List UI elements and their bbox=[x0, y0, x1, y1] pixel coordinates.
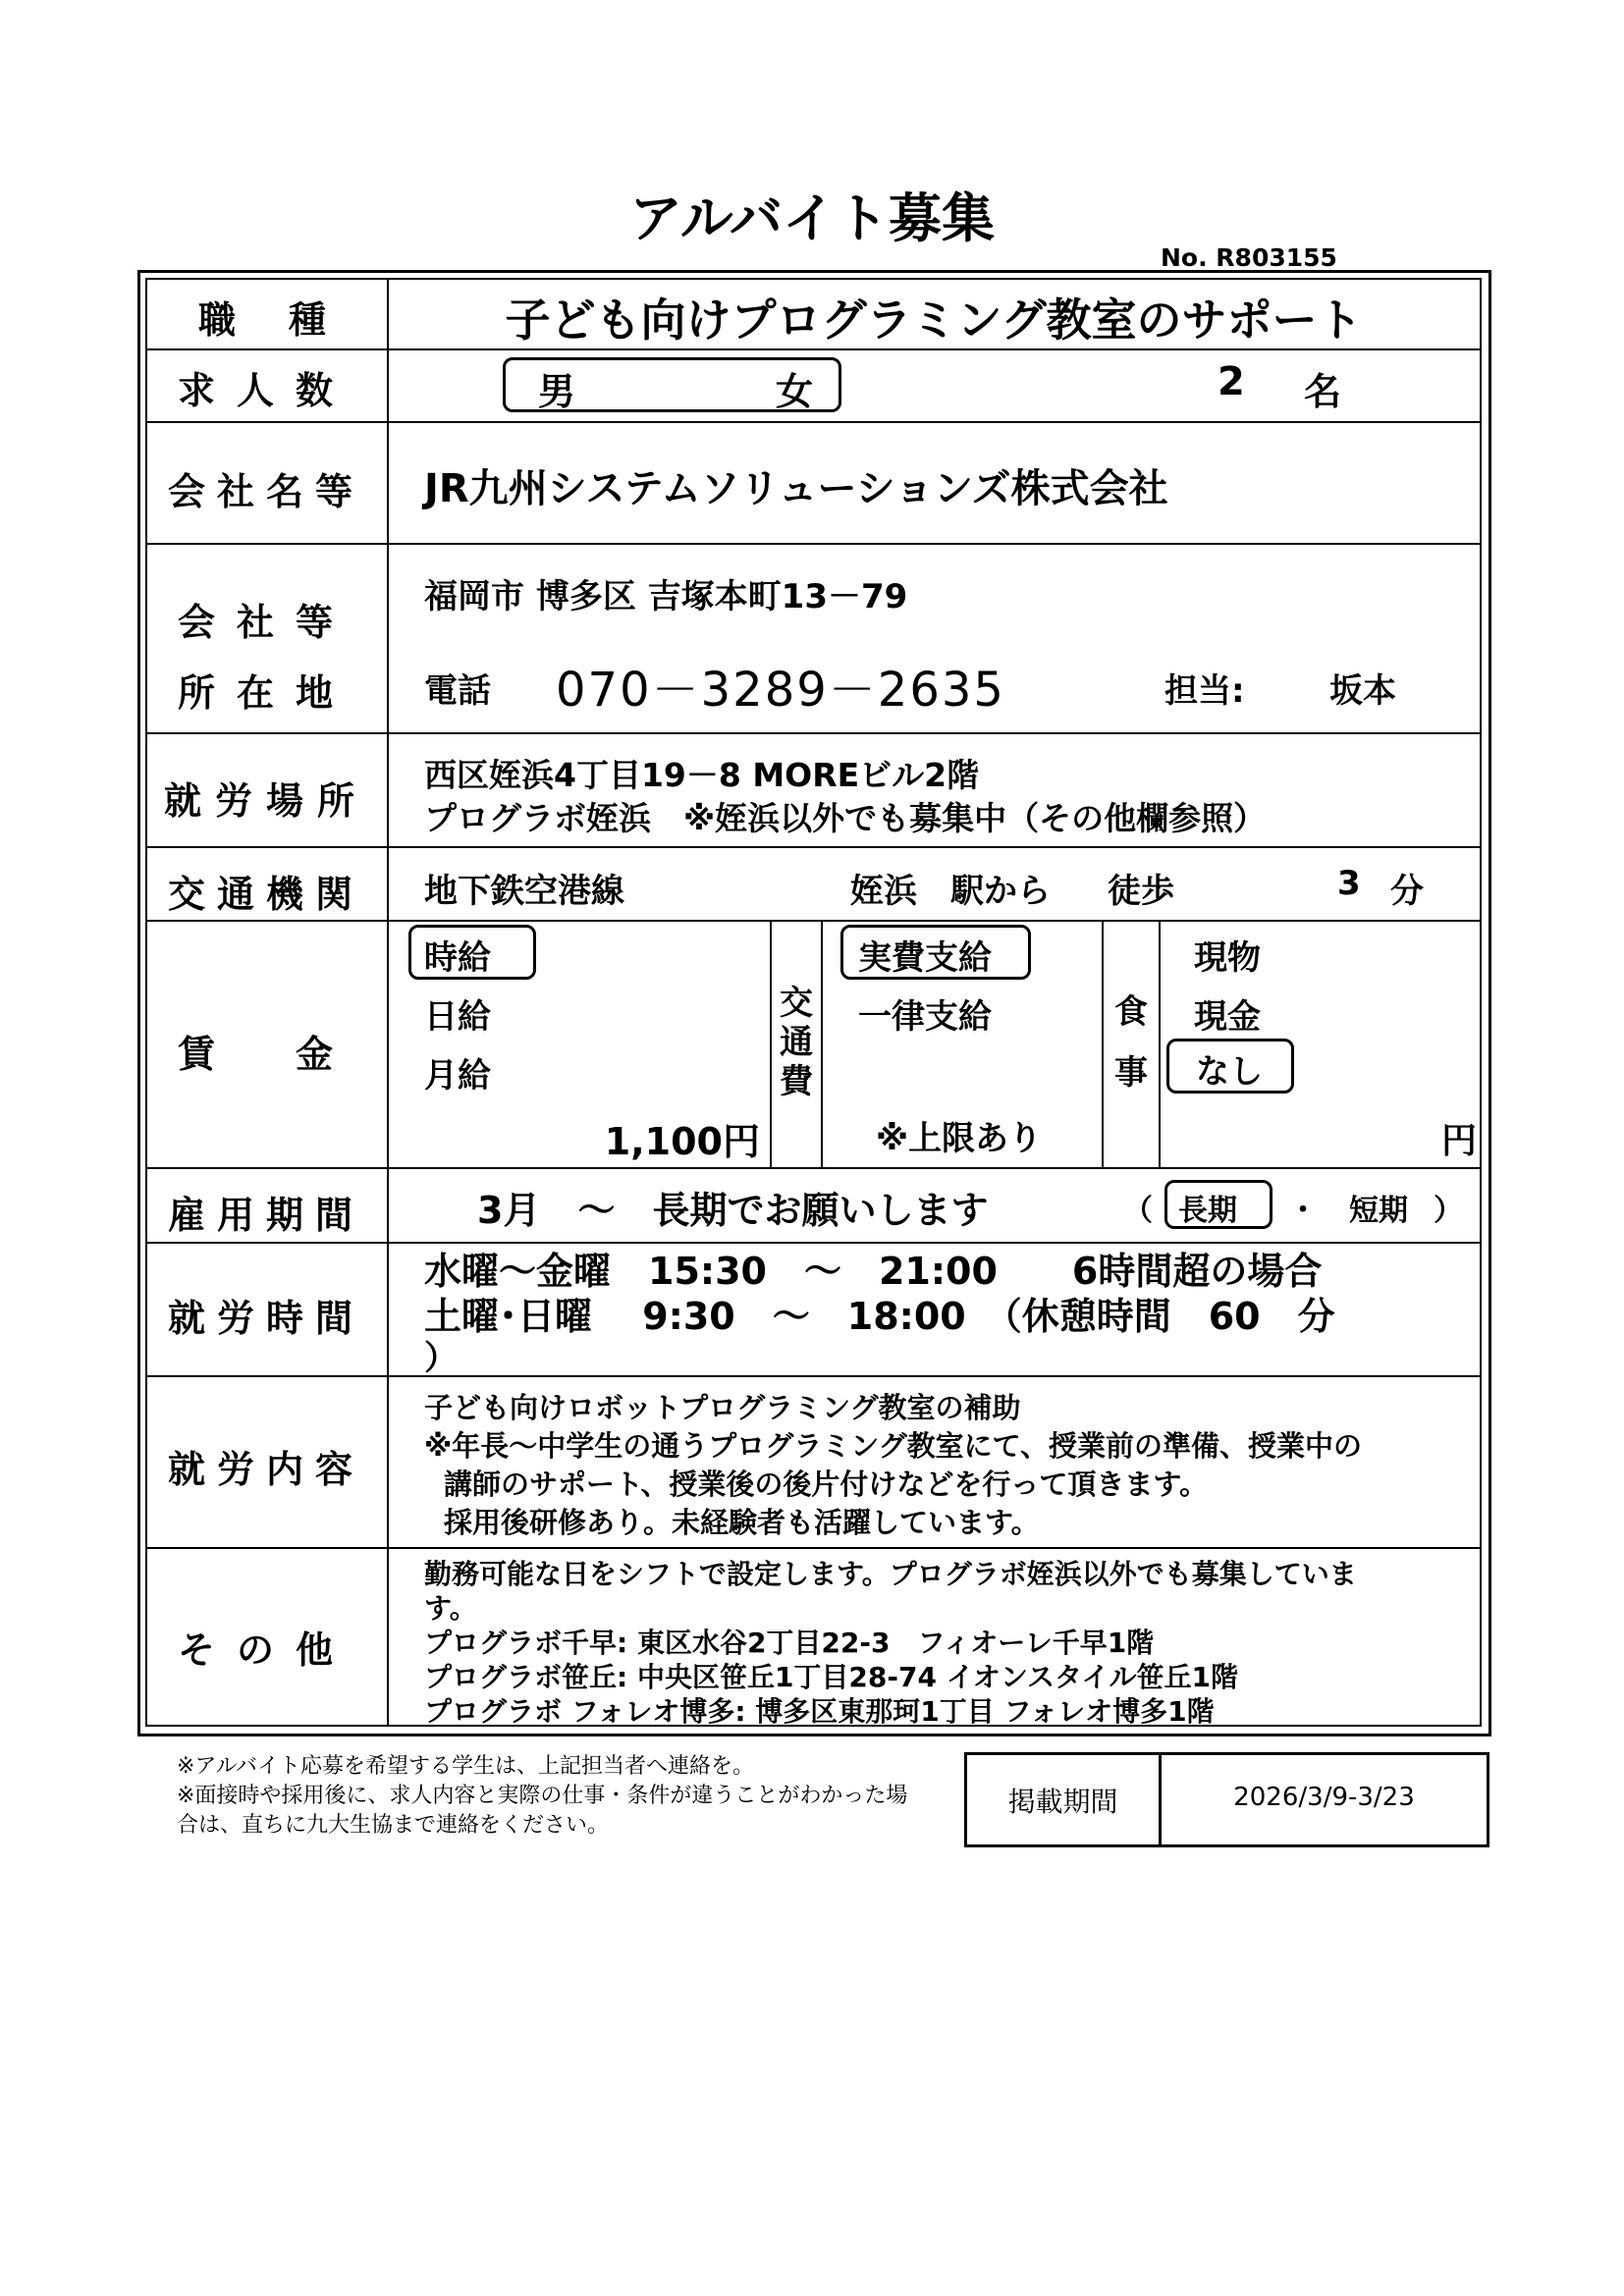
label-workplace: 就労場所 bbox=[163, 779, 368, 823]
transport-min-unit: 分 bbox=[1390, 872, 1424, 911]
wage-monthly: 月給 bbox=[424, 1056, 491, 1095]
row-divider bbox=[145, 543, 1482, 545]
meal-label: 食事 bbox=[1114, 992, 1148, 1093]
page-title: アルバイト募集 bbox=[628, 187, 996, 249]
hours-line1: 水曜～金曜 15:30 ～ 21:00 6時間超の場合 bbox=[424, 1250, 1323, 1293]
other-line5: プログラボ フォレオ博多: 博多区東那珂1丁目 フォレオ博多1階 bbox=[424, 1695, 1215, 1728]
duties-line3: 講師のサポート、授業後の後片付けなどを行って頂きます。 bbox=[444, 1468, 1209, 1501]
row-divider bbox=[145, 732, 1482, 734]
row-divider bbox=[145, 846, 1482, 848]
duties-line2: ※年長～中学生の通うプログラミング教室にて、授業前の準備、授業中の bbox=[424, 1429, 1363, 1463]
row-divider bbox=[145, 421, 1482, 423]
footer-note-1: ※アルバイト応募を希望する学生は、上記担当者へ連絡を。 bbox=[177, 1754, 755, 1779]
period-dot: ・ bbox=[1288, 1194, 1318, 1228]
publication-period-value: 2026/3/9-3/23 bbox=[1233, 1783, 1415, 1812]
label-address-2: 所在地 bbox=[177, 671, 354, 715]
label-hours: 就労時間 bbox=[167, 1297, 364, 1340]
label-duties: 就労内容 bbox=[167, 1448, 364, 1491]
company-address: 福岡市 博多区 吉塚本町13－79 bbox=[424, 577, 908, 616]
hours-line2: 土曜･日曜 9:30 ～ 18:00 （休憩時間 60 分 bbox=[424, 1295, 1335, 1338]
label-transport: 交通機関 bbox=[167, 873, 364, 916]
workplace-line2: プログラボ姪浜 ※姪浜以外でも募集中（その他欄参照） bbox=[424, 799, 1267, 837]
duties-line1: 子ども向けロボットプログラミング教室の補助 bbox=[424, 1391, 1021, 1424]
wage-hourly: 時給 bbox=[424, 938, 491, 978]
row-divider bbox=[145, 1375, 1482, 1377]
label-wage: 賃 金 bbox=[177, 1033, 354, 1076]
footer-note-2: ※面接時や採用後に、求人内容と実際の仕事・条件が違うことがわかった場 bbox=[177, 1784, 908, 1808]
meal-cash: 現金 bbox=[1194, 997, 1261, 1037]
tel-label: 電話 bbox=[424, 671, 491, 711]
label-other: その他 bbox=[177, 1629, 354, 1672]
label-address-1: 会社等 bbox=[177, 601, 354, 644]
wage-divider bbox=[1159, 920, 1161, 1167]
transport-actual: 実費支給 bbox=[858, 938, 992, 978]
footer-note-3: 合は、直ちに九大生協まで連絡をください。 bbox=[177, 1813, 610, 1838]
other-line3: プログラボ千早: 東区水谷2丁目22-3 フィオーレ千早1階 bbox=[424, 1627, 1155, 1659]
transport-cost-label: 交通費 bbox=[780, 984, 813, 1101]
row-divider bbox=[145, 1167, 1482, 1169]
row-divider bbox=[145, 1547, 1482, 1549]
publication-period-label: 掲載期間 bbox=[1007, 1786, 1118, 1818]
duties-line4: 採用後研修あり。未経験者も活躍しています。 bbox=[444, 1506, 1040, 1539]
posting-number: No. R803155 bbox=[1161, 243, 1337, 272]
label-headcount: 求人数 bbox=[177, 369, 354, 412]
other-line1: 勤務可能な日をシフトで設定します。プログラボ姪浜以外でも募集していま bbox=[424, 1558, 1357, 1590]
tel-number: 070－3289－2635 bbox=[556, 663, 1005, 718]
meal-yen: 円 bbox=[1441, 1121, 1478, 1161]
meal-none: なし bbox=[1196, 1052, 1263, 1092]
transport-flat: 一律支給 bbox=[858, 997, 992, 1037]
workplace-line1: 西区姪浜4丁目19－8 MOREビル2階 bbox=[424, 756, 980, 794]
label-period: 雇用期間 bbox=[167, 1194, 364, 1237]
wage-divider bbox=[821, 920, 823, 1167]
period-open-paren: （ bbox=[1123, 1194, 1153, 1228]
label-column-divider bbox=[387, 278, 389, 1727]
row-divider bbox=[145, 920, 1482, 922]
transport-station: 姪浜 駅から bbox=[850, 872, 1051, 911]
transport-minutes: 3 bbox=[1337, 864, 1361, 903]
contact-label: 担当: bbox=[1164, 671, 1245, 711]
period-long: 長期 bbox=[1178, 1194, 1237, 1228]
company-name: JR九州システムソリューションズ株式会社 bbox=[424, 466, 1168, 511]
wage-amount: 1,100円 bbox=[604, 1120, 760, 1163]
job-type-value: 子ども向けプログラミング教室のサポート bbox=[505, 294, 1363, 347]
other-line4: プログラボ笹丘: 中央区笹丘1丁目28-74 イオンスタイル笹丘1階 bbox=[424, 1661, 1238, 1693]
other-line2: す。 bbox=[424, 1592, 477, 1625]
hours-line3: ） bbox=[424, 1339, 458, 1378]
gender-female: 女 bbox=[776, 370, 814, 413]
transport-walk: 徒歩 bbox=[1108, 872, 1174, 911]
wage-daily: 日給 bbox=[424, 997, 491, 1037]
transport-limit: ※上限あり bbox=[876, 1119, 1043, 1158]
contact-name: 坂本 bbox=[1329, 671, 1396, 711]
gender-male: 男 bbox=[538, 370, 576, 413]
period-short: 短期 bbox=[1349, 1194, 1408, 1228]
label-company: 会社名等 bbox=[167, 470, 364, 513]
transport-line: 地下鉄空港線 bbox=[424, 872, 624, 911]
period-value: 3月 ～ 長期でお願いします bbox=[477, 1189, 989, 1232]
meal-in-kind: 現物 bbox=[1194, 938, 1261, 978]
headcount-unit: 名 bbox=[1304, 370, 1342, 413]
headcount-count: 2 bbox=[1218, 359, 1245, 404]
label-job-type: 職 種 bbox=[197, 298, 334, 342]
period-close-paren: ） bbox=[1434, 1194, 1463, 1228]
